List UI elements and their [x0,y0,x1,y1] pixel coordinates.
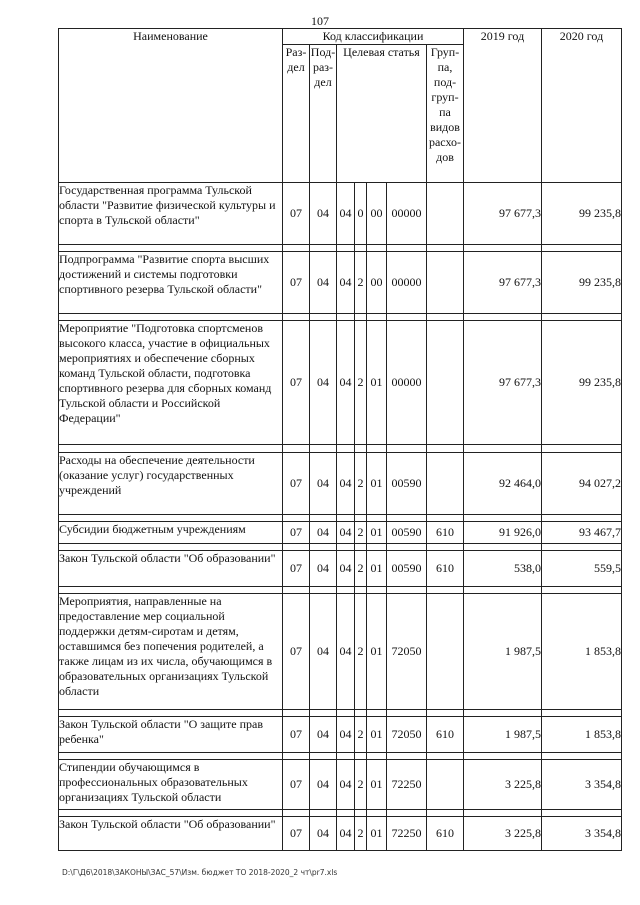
spacer-cell [542,445,622,453]
cell-prz: 04 [310,183,337,245]
header-section: Раз-дел [283,45,310,183]
table-row [59,717,622,753]
spacer-cell [59,710,283,717]
spacer-cell [387,544,427,551]
cell-v2019: 3 225,8 [464,760,542,810]
spacer-cell [310,710,337,717]
spacer-cell [367,245,387,252]
spacer-cell [387,810,427,817]
cell-t4: 72250 [387,760,427,810]
cell-v2020: 3 354,8 [542,760,622,810]
cell-prz: 04 [310,522,337,544]
cell-vr [427,594,464,710]
spacer-cell [310,544,337,551]
spacer-cell [337,544,355,551]
header-group: Груп-па, под-груп-па видов расхо-дов [427,45,464,183]
cell-t4: 00000 [387,183,427,245]
spacer-cell [367,314,387,321]
cell-v2019: 91 926,0 [464,522,542,544]
spacer-cell [337,445,355,453]
cell-v2020: 3 354,8 [542,817,622,851]
cell-t1: 04 [337,760,355,810]
header-target: Целевая статья [337,45,427,183]
spacer-cell [59,445,283,453]
cell-vr: 610 [427,717,464,753]
spacer-cell [387,710,427,717]
row-name: Подпрограмма "Развитие спорта высших достижений и системы подготовки спортивного резерва Тульской области" [59,252,283,314]
cell-prz: 04 [310,551,337,587]
cell-vr: 610 [427,522,464,544]
row-spacer [59,445,622,453]
header-subsection: Под-раз-дел [310,45,337,183]
spacer-cell [427,810,464,817]
cell-t2: 2 [355,760,367,810]
spacer-cell [367,445,387,453]
cell-rz: 07 [283,183,310,245]
cell-v2019: 538,0 [464,551,542,587]
spacer-cell [427,587,464,594]
spacer-cell [283,587,310,594]
cell-t1: 04 [337,252,355,314]
cell-vr [427,760,464,810]
cell-vr: 610 [427,817,464,851]
cell-t1: 04 [337,453,355,515]
cell-v2020: 99 235,8 [542,183,622,245]
spacer-cell [542,515,622,522]
cell-rz: 07 [283,760,310,810]
row-spacer [59,245,622,252]
spacer-cell [283,710,310,717]
spacer-cell [387,445,427,453]
spacer-cell [283,314,310,321]
cell-t1: 04 [337,594,355,710]
spacer-cell [427,314,464,321]
cell-vr [427,183,464,245]
row-name: Субсидии бюджетным учреждениям [59,522,283,544]
spacer-cell [427,544,464,551]
cell-t3: 01 [367,817,387,851]
spacer-cell [310,810,337,817]
cell-rz: 07 [283,594,310,710]
spacer-cell [542,753,622,760]
cell-rz: 07 [283,321,310,445]
cell-rz: 07 [283,717,310,753]
spacer-cell [387,314,427,321]
row-spacer [59,753,622,760]
spacer-cell [337,587,355,594]
spacer-cell [464,753,542,760]
spacer-cell [542,710,622,717]
cell-t2: 2 [355,717,367,753]
cell-v2019: 3 225,8 [464,817,542,851]
spacer-cell [464,544,542,551]
spacer-cell [59,810,283,817]
spacer-cell [542,245,622,252]
spacer-cell [387,753,427,760]
spacer-cell [310,445,337,453]
cell-v2020: 93 467,7 [542,522,622,544]
spacer-cell [283,753,310,760]
spacer-cell [367,753,387,760]
header-name: Наименование [59,29,283,183]
cell-t2: 2 [355,453,367,515]
cell-v2020: 99 235,8 [542,321,622,445]
spacer-cell [464,515,542,522]
cell-vr: 610 [427,551,464,587]
table-row [59,594,622,710]
cell-prz: 04 [310,453,337,515]
spacer-cell [310,587,337,594]
cell-t3: 01 [367,453,387,515]
row-spacer [59,710,622,717]
row-spacer [59,544,622,551]
spacer-cell [59,245,283,252]
spacer-cell [387,515,427,522]
spacer-cell [337,710,355,717]
cell-t4: 72050 [387,717,427,753]
cell-t1: 04 [337,551,355,587]
row-name: Мероприятия, направленные на предоставление мер социальной поддержки детям-сиротам и детям, оставшимся без попечения родителей, а также лицам из их числа, обучающимся в образовательных организациях Тульской области [59,594,283,710]
table-row [59,760,622,810]
row-spacer [59,810,622,817]
spacer-cell [542,314,622,321]
cell-v2020: 559,5 [542,551,622,587]
footer-file-path: D:\Г\Д6\2018\ЗАКОНЫ\ЗАС_57\Изм. бюджет ТО 2018-2020_2 чт\pr7.xls [62,868,338,877]
spacer-cell [464,810,542,817]
cell-rz: 07 [283,522,310,544]
spacer-cell [355,544,367,551]
spacer-cell [337,810,355,817]
spacer-cell [59,314,283,321]
cell-t3: 00 [367,183,387,245]
cell-prz: 04 [310,717,337,753]
row-name: Расходы на обеспечение деятельности (оказание услуг) государственных учреждений [59,453,283,515]
spacer-cell [464,710,542,717]
spacer-cell [310,753,337,760]
spacer-cell [337,245,355,252]
page-number: 107 [311,14,329,28]
spacer-cell [59,544,283,551]
cell-t3: 01 [367,717,387,753]
table-row [59,183,622,245]
spacer-cell [542,544,622,551]
cell-rz: 07 [283,252,310,314]
cell-t1: 04 [337,183,355,245]
cell-t4: 72050 [387,594,427,710]
cell-v2020: 99 235,8 [542,252,622,314]
spacer-cell [427,515,464,522]
cell-t4: 72250 [387,817,427,851]
spacer-cell [355,245,367,252]
table-row [59,522,622,544]
row-name: Закон Тульской области "Об образовании" [59,551,283,587]
cell-t2: 2 [355,594,367,710]
cell-t4: 00590 [387,551,427,587]
cell-t2: 2 [355,321,367,445]
cell-prz: 04 [310,760,337,810]
spacer-cell [367,710,387,717]
spacer-cell [59,753,283,760]
spacer-cell [310,245,337,252]
spacer-cell [367,544,387,551]
cell-v2019: 1 987,5 [464,717,542,753]
cell-vr [427,252,464,314]
cell-prz: 04 [310,817,337,851]
row-name: Закон Тульской области "Об образовании" [59,817,283,851]
budget-table [58,28,622,851]
row-spacer [59,587,622,594]
header-2020: 2020 год [542,29,622,183]
spacer-cell [355,445,367,453]
spacer-cell [427,245,464,252]
spacer-cell [355,587,367,594]
table-row [59,817,622,851]
cell-prz: 04 [310,594,337,710]
spacer-cell [355,314,367,321]
cell-t4: 00590 [387,522,427,544]
cell-t4: 00000 [387,252,427,314]
cell-t3: 01 [367,594,387,710]
spacer-cell [387,245,427,252]
cell-t2: 2 [355,817,367,851]
cell-rz: 07 [283,453,310,515]
spacer-cell [59,587,283,594]
cell-t2: 2 [355,551,367,587]
spacer-cell [464,445,542,453]
cell-t1: 04 [337,817,355,851]
row-spacer [59,314,622,321]
spacer-cell [464,314,542,321]
spacer-cell [283,515,310,522]
cell-t3: 01 [367,760,387,810]
row-name: Стипендии обучающимся в профессиональных образовательных организациях Тульской области [59,760,283,810]
spacer-cell [367,515,387,522]
cell-rz: 07 [283,551,310,587]
cell-t3: 01 [367,522,387,544]
cell-t2: 2 [355,252,367,314]
row-spacer [59,515,622,522]
spacer-cell [427,753,464,760]
cell-v2019: 97 677,3 [464,183,542,245]
cell-t3: 01 [367,551,387,587]
cell-vr [427,321,464,445]
spacer-cell [542,810,622,817]
table-body [59,183,622,851]
spacer-cell [387,587,427,594]
spacer-cell [310,515,337,522]
spacer-cell [427,445,464,453]
cell-vr [427,453,464,515]
cell-v2019: 97 677,3 [464,252,542,314]
spacer-cell [355,710,367,717]
cell-v2020: 94 027,2 [542,453,622,515]
cell-v2020: 1 853,8 [542,717,622,753]
row-name: Закон Тульской области "О защите прав ребенка" [59,717,283,753]
spacer-cell [283,445,310,453]
cell-t2: 2 [355,522,367,544]
row-name: Мероприятие "Подготовка спортсменов высокого класса, участие в официальных мероприятиях и обеспечение сборных команд Тульской области, подготовка спортивного резерва для сборных команд Тульской области и Российской Федерации" [59,321,283,445]
cell-t1: 04 [337,717,355,753]
cell-t1: 04 [337,522,355,544]
header-code: Код классификации [283,29,464,45]
spacer-cell [283,810,310,817]
spacer-cell [355,753,367,760]
table-row [59,551,622,587]
cell-t3: 01 [367,321,387,445]
cell-prz: 04 [310,252,337,314]
spacer-cell [367,587,387,594]
table-row [59,453,622,515]
spacer-cell [283,544,310,551]
spacer-cell [337,515,355,522]
cell-v2019: 97 677,3 [464,321,542,445]
cell-t4: 00000 [387,321,427,445]
table-row [59,252,622,314]
spacer-cell [367,810,387,817]
spacer-cell [310,314,337,321]
row-name: Государственная программа Тульской области "Развитие физической культуры и спорта в Тульской области" [59,183,283,245]
header-2019: 2019 год [464,29,542,183]
cell-t1: 04 [337,321,355,445]
cell-v2020: 1 853,8 [542,594,622,710]
spacer-cell [542,587,622,594]
spacer-cell [283,245,310,252]
spacer-cell [427,710,464,717]
cell-prz: 04 [310,321,337,445]
spacer-cell [355,810,367,817]
spacer-cell [464,587,542,594]
spacer-cell [355,515,367,522]
cell-t3: 00 [367,252,387,314]
table-row [59,321,622,445]
spacer-cell [59,515,283,522]
cell-t2: 0 [355,183,367,245]
spacer-cell [337,314,355,321]
cell-v2019: 1 987,5 [464,594,542,710]
cell-t4: 00590 [387,453,427,515]
cell-rz: 07 [283,817,310,851]
spacer-cell [337,753,355,760]
spacer-cell [464,245,542,252]
cell-v2019: 92 464,0 [464,453,542,515]
